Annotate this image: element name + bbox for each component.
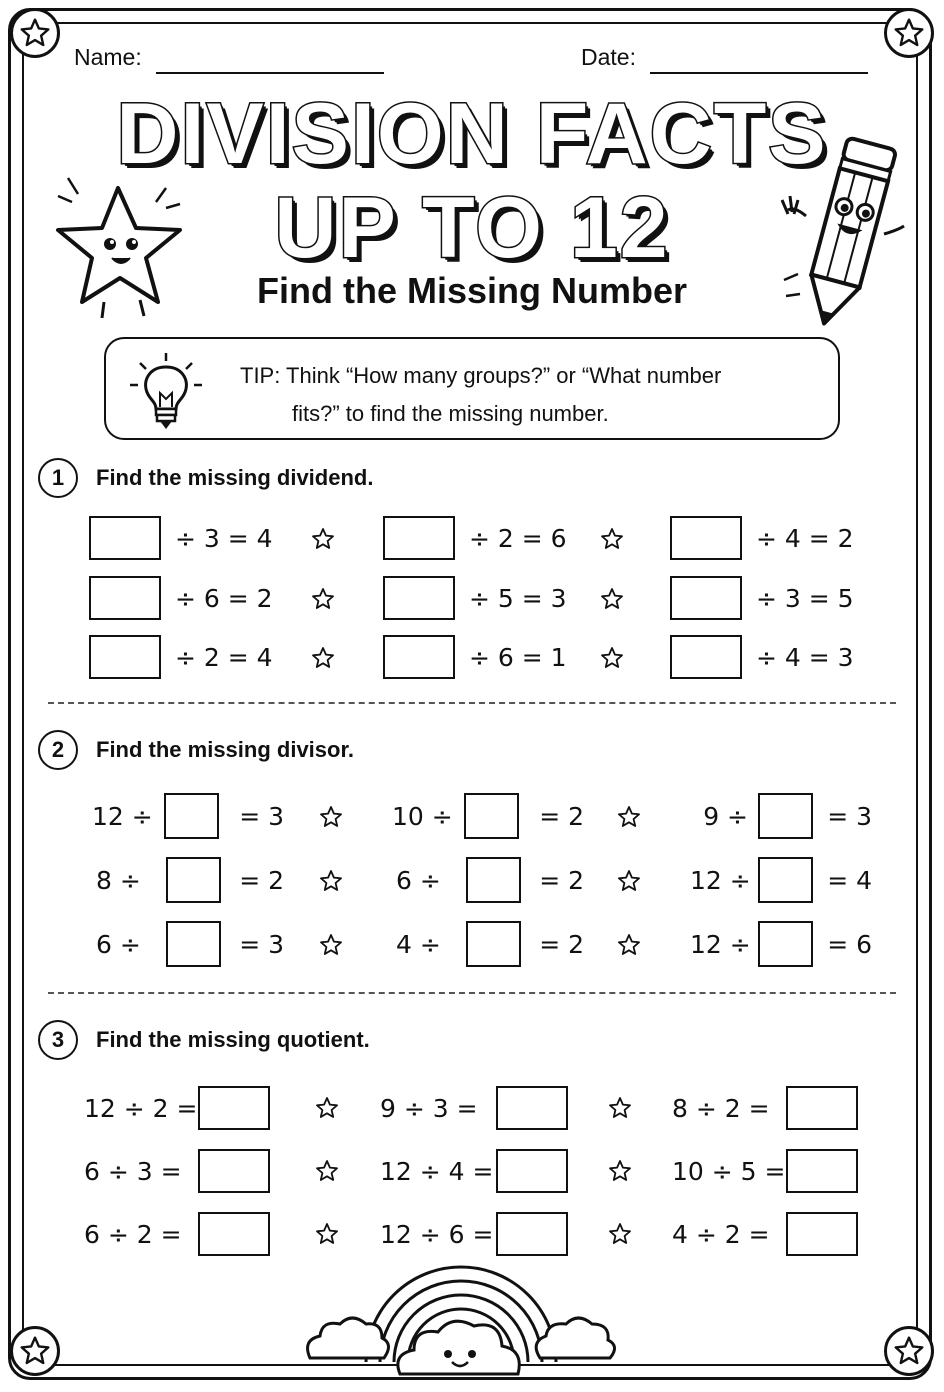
- section-1-header: [38, 456, 373, 500]
- problem-item: [380, 1211, 568, 1257]
- star-mascot-icon: [48, 166, 198, 326]
- star-icon: [315, 1222, 339, 1246]
- date-field[interactable]: [650, 72, 868, 74]
- problem-item: [670, 634, 854, 680]
- tip-line2: fits?” to find the missing number.: [292, 401, 609, 426]
- section-title: Find the missing quotient.: [96, 1027, 370, 1052]
- problem-text: ÷ 6 = 1: [469, 642, 567, 672]
- section-title: Find the missing divisor.: [96, 737, 354, 762]
- answer-box[interactable]: [786, 1086, 858, 1130]
- problem-text: 10 ÷ 5 =: [672, 1156, 786, 1186]
- star-icon: [315, 1096, 339, 1120]
- problem-right: = 3: [239, 801, 284, 831]
- section-divider: [48, 992, 896, 994]
- problem-right: = 3: [239, 929, 284, 959]
- star-icon: [600, 527, 624, 551]
- answer-box[interactable]: [464, 793, 519, 839]
- section-number: 3: [38, 1020, 78, 1060]
- answer-box[interactable]: [89, 516, 161, 560]
- answer-box[interactable]: [786, 1149, 858, 1193]
- problem-right: = 2: [539, 865, 584, 895]
- page-subtitle: Find the Missing Number: [256, 270, 687, 311]
- answer-box[interactable]: [758, 857, 813, 903]
- star-icon: [617, 805, 641, 829]
- problem-right: = 2: [539, 929, 584, 959]
- problem-right: = 2: [539, 801, 584, 831]
- answer-box[interactable]: [496, 1086, 568, 1130]
- problem-text: 6 ÷ 3 =: [84, 1156, 182, 1186]
- answer-box[interactable]: [670, 576, 742, 620]
- star-icon: [315, 1159, 339, 1183]
- answer-box[interactable]: [670, 516, 742, 560]
- problem-item: [380, 1085, 568, 1131]
- problem-item: [672, 1085, 858, 1131]
- tip-text: [240, 357, 810, 433]
- section-divider: [48, 702, 896, 704]
- answer-box[interactable]: [670, 635, 742, 679]
- problem-item: [84, 1148, 270, 1194]
- problem-item: [92, 921, 284, 967]
- problem-left: 9 ÷: [703, 801, 748, 831]
- answer-box[interactable]: [198, 1086, 270, 1130]
- problem-left: 8 ÷: [96, 865, 141, 895]
- answer-box[interactable]: [496, 1149, 568, 1193]
- star-icon: [617, 933, 641, 957]
- tip-line1: TIP: Think “How many groups?” or “What number: [240, 363, 722, 388]
- problem-item: [690, 921, 872, 967]
- problem-left: 12 ÷: [690, 865, 751, 895]
- answer-box[interactable]: [166, 857, 221, 903]
- problem-text: 4 ÷ 2 =: [672, 1219, 770, 1249]
- problem-text: 6 ÷ 2 =: [84, 1219, 182, 1249]
- problem-item: [672, 1211, 858, 1257]
- problem-item: [392, 857, 584, 903]
- section-2-header: [38, 728, 354, 772]
- star-icon: [319, 805, 343, 829]
- problem-item: [89, 575, 273, 621]
- answer-box[interactable]: [198, 1149, 270, 1193]
- problem-text: 12 ÷ 4 =: [380, 1156, 494, 1186]
- problem-item: [380, 1148, 568, 1194]
- answer-box[interactable]: [383, 635, 455, 679]
- problem-item: [84, 1211, 270, 1257]
- problem-text: 8 ÷ 2 =: [672, 1093, 770, 1123]
- problem-text: 9 ÷ 3 =: [380, 1093, 478, 1123]
- problem-right: = 6: [827, 929, 872, 959]
- star-icon: [319, 933, 343, 957]
- rainbow-cloud-icon: [296, 1262, 626, 1384]
- problem-item: [670, 515, 854, 561]
- problem-item: [92, 857, 284, 903]
- answer-box[interactable]: [758, 921, 813, 967]
- problem-right: = 2: [239, 865, 284, 895]
- section-title: Find the missing dividend.: [96, 465, 374, 490]
- problem-item: [84, 1085, 270, 1131]
- answer-box[interactable]: [466, 857, 521, 903]
- name-label: Name:: [74, 44, 142, 70]
- page-title-line2: UP TO 12: [274, 180, 670, 276]
- problem-item: [392, 921, 584, 967]
- page-title: DIVISION FACTS: [116, 86, 828, 182]
- problem-item: [690, 857, 872, 903]
- section-number: 1: [38, 458, 78, 498]
- problem-text: 12 ÷ 2 =: [84, 1093, 198, 1123]
- problem-text: 12 ÷ 6 =: [380, 1219, 494, 1249]
- problem-text: ÷ 2 = 6: [469, 523, 567, 553]
- problem-item: [92, 793, 284, 839]
- problem-left: 12 ÷: [92, 801, 153, 831]
- star-icon: [608, 1222, 632, 1246]
- answer-box[interactable]: [164, 793, 219, 839]
- star-icon: [311, 646, 335, 670]
- pencil-mascot-icon: [776, 130, 916, 330]
- name-field[interactable]: [156, 72, 384, 74]
- star-icon: [311, 527, 335, 551]
- problem-item: [89, 515, 273, 561]
- problem-left: 4 ÷: [396, 929, 441, 959]
- problem-text: ÷ 3 = 4: [175, 523, 273, 553]
- problem-item: [383, 515, 567, 561]
- answer-box[interactable]: [198, 1212, 270, 1256]
- problem-item: [89, 634, 273, 680]
- answer-box[interactable]: [496, 1212, 568, 1256]
- star-icon: [600, 646, 624, 670]
- corner-star-icon: [10, 1326, 60, 1376]
- corner-star-icon: [884, 1326, 934, 1376]
- star-icon: [600, 587, 624, 611]
- star-icon: [608, 1096, 632, 1120]
- answer-box[interactable]: [383, 576, 455, 620]
- answer-box[interactable]: [89, 576, 161, 620]
- problem-item: [392, 793, 584, 839]
- problem-left: 6 ÷: [96, 929, 141, 959]
- problem-item: [672, 1148, 858, 1194]
- answer-box[interactable]: [166, 921, 221, 967]
- section-3-header: [38, 1018, 370, 1062]
- problem-item: [383, 575, 567, 621]
- corner-star-icon: [884, 8, 934, 58]
- answer-box[interactable]: [466, 921, 521, 967]
- tip-box: [104, 337, 840, 440]
- section-number: 2: [38, 730, 78, 770]
- answer-box[interactable]: [89, 635, 161, 679]
- star-icon: [311, 587, 335, 611]
- problem-item: [383, 634, 567, 680]
- problem-text: ÷ 5 = 3: [469, 583, 567, 613]
- answer-box[interactable]: [786, 1212, 858, 1256]
- lightbulb-icon: [126, 349, 206, 433]
- problem-left: 12 ÷: [690, 929, 751, 959]
- problem-right: = 4: [827, 865, 872, 895]
- answer-box[interactable]: [383, 516, 455, 560]
- problem-text: ÷ 3 = 5: [756, 583, 854, 613]
- date-label: Date:: [581, 44, 636, 70]
- star-icon: [617, 869, 641, 893]
- problem-text: ÷ 4 = 3: [756, 642, 854, 672]
- corner-star-icon: [10, 8, 60, 58]
- problem-item: [690, 793, 872, 839]
- problem-left: 10 ÷: [392, 801, 453, 831]
- star-icon: [319, 869, 343, 893]
- problem-item: [670, 575, 854, 621]
- problem-right: = 3: [827, 801, 872, 831]
- answer-box[interactable]: [758, 793, 813, 839]
- star-icon: [608, 1159, 632, 1183]
- problem-left: 6 ÷: [396, 865, 441, 895]
- problem-text: ÷ 2 = 4: [175, 642, 273, 672]
- problem-text: ÷ 6 = 2: [175, 583, 273, 613]
- problem-text: ÷ 4 = 2: [756, 523, 854, 553]
